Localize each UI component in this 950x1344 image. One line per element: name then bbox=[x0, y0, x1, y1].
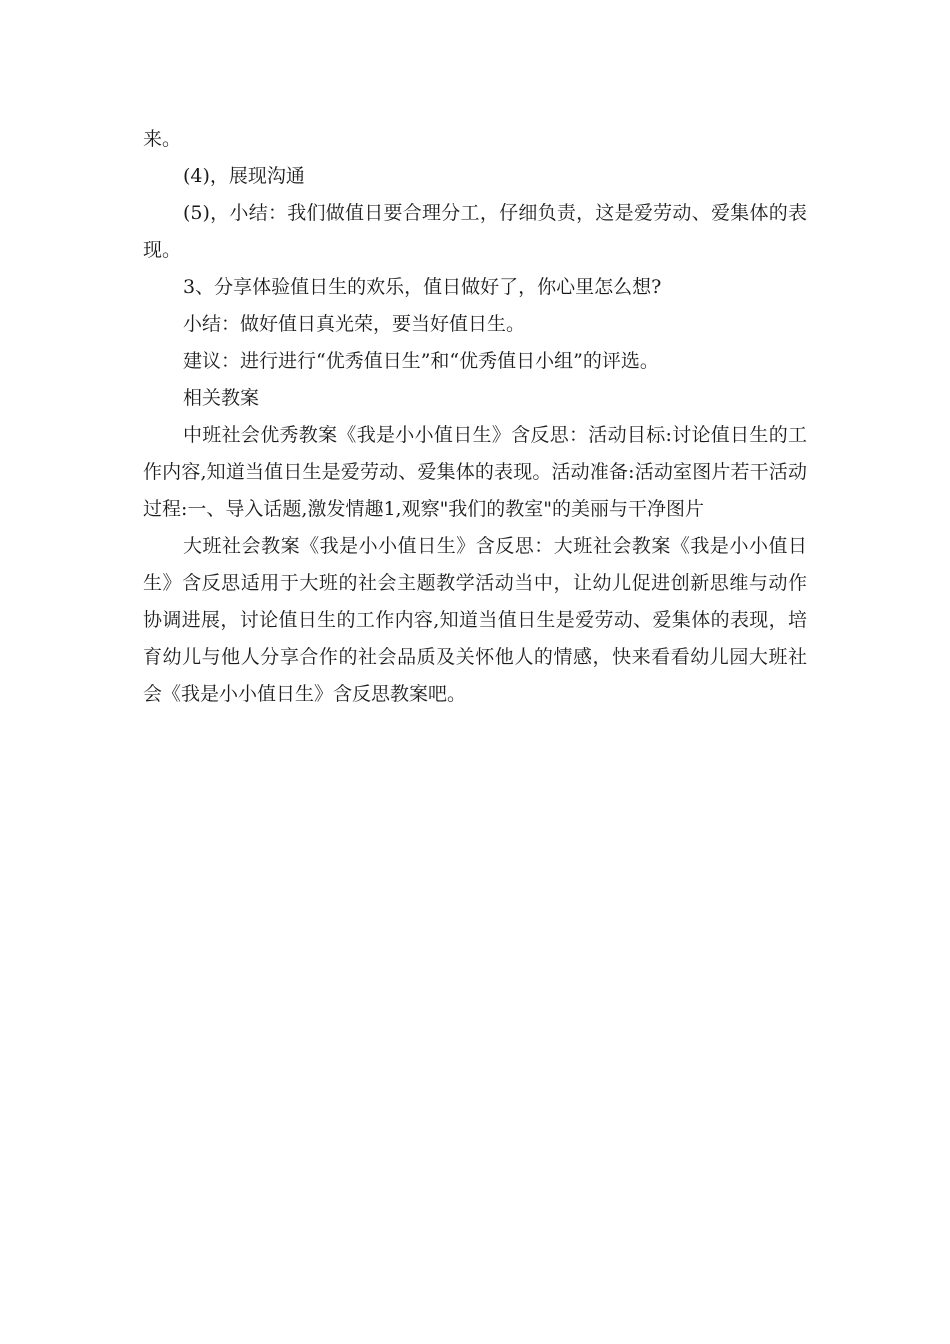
paragraph-related-middle-class: 中班社会优秀教案《我是小小值日生》含反思：活动目标:讨论值日生的工作内容,知道当值日生是爱劳动、爱集体的表现。活动准备:活动室图片若干活动过程:一、导入话题,激发情趣1,观察"我们的教室"的美丽与干净图片 bbox=[143, 424, 807, 520]
paragraph-continuation: 来。 bbox=[143, 128, 182, 150]
paragraph-summary: 小结：做好值日真光荣，要当好值日生。 bbox=[183, 313, 526, 335]
paragraph-suggestion: 建议：进行进行“优秀值日生”和“优秀值日小组”的评选。 bbox=[183, 350, 659, 372]
section-heading-related: 相关教案 bbox=[183, 387, 260, 409]
paragraph-step-5: (5)，小结：我们做值日要合理分工，仔细负责，这是爱劳动、爱集体的表现。 bbox=[143, 202, 807, 261]
paragraph-step-4: (4)，展现沟通 bbox=[183, 165, 305, 187]
paragraph-related-senior-class: 大班社会教案《我是小小值日生》含反思：大班社会教案《我是小小值日生》含反思适用于大班的社会主题教学活动当中，让幼儿促进创新思维与动作协调进展，讨论值日生的工作内容,知道当值日生是爱劳动、爱集体的表现，培育幼儿与他人分享合作的社会品质及关怀他人的情感，快来看看幼儿园大班社会《我是小小值日生》含反思教案吧。 bbox=[143, 535, 807, 705]
document-body bbox=[143, 121, 807, 713]
paragraph-share-experience: 3、分享体验值日生的欢乐，值日做好了，你心里怎么想? bbox=[183, 276, 662, 298]
